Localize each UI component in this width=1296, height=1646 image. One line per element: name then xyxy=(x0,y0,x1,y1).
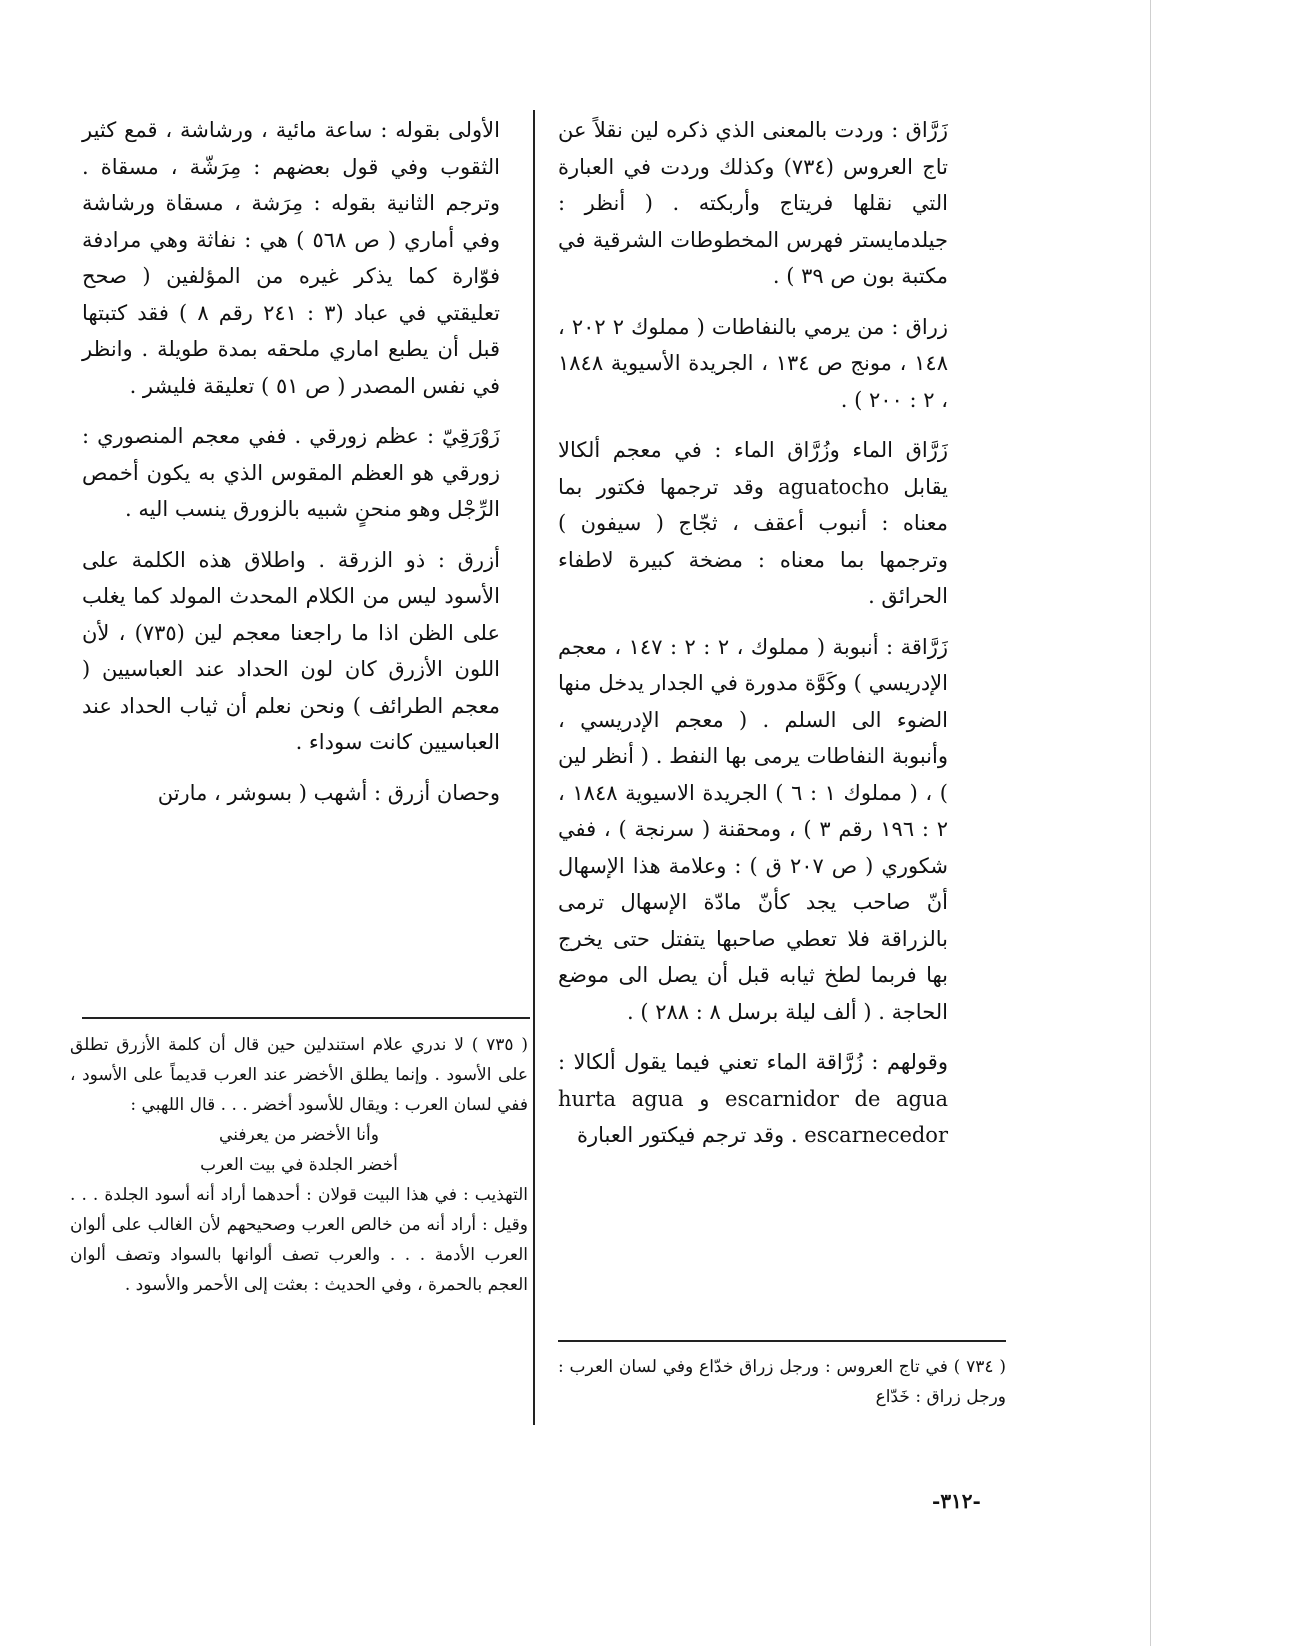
page-number: -٣١٢- xyxy=(932,1489,981,1513)
entry-zarraq: زَرَّاق : وردت بالمعنى الذي ذكره لين نقلاً عن تاج العروس (٧٣٤) وكذلك وردت في العبارة التي نقلها فريتاج وأربكته . ( أنظر : جيلدمايستر فهرس المخطوطات الشرقية في مكتبة بون ص ٣٩ ) . xyxy=(558,118,949,288)
footnote-rule-right xyxy=(558,1340,1006,1342)
scan-edge-line xyxy=(1150,0,1151,1646)
entry-continued: الأولى بقوله : ساعة مائية ، ورشاشة ، قمع كثير الثقوب وفي قول بعضهم : مِرَشّة ، مسقاة . وترجم الثانية بقوله : مِرَشة ، مسقاة ورشاشة وفي أماري ( ص ٥٦٨ ) هي : نفاثة وهي مرادفة فوّارة كما يذكر غيره من المؤلفين ( صحح تعليقتي في عباد (٣ : ٢٤١ رقم ٨ ) فقد كتبتها قبل أن يطبع اماري ملحقه بمدة طويلة . وانظر في نفس المصدر ( ص ٥١ ) تعليقة فليشر . xyxy=(82,118,500,398)
entry-hisan-azraq: وحصان أزرق : أشهب ( بسوشر ، مارتن xyxy=(157,780,500,805)
footnote-735-verse-2: أخضر الجلدة في بيت العرب xyxy=(200,1155,398,1175)
entry-azraq: أزرق : ذو الزرقة . واطلاق هذه الكلمة على الأسود ليس من الكلام المحدث المولد كما يغلب على الظن اذا ما راجعنا معجم لين (٧٣٥) ، لأن اللون الأزرق كان لون الحداد عند العباسيين ( معجم الطرائف ) ونحن نعلم أن ثياب الحداد عند العباسيين كانت سوداء . xyxy=(82,547,500,754)
right-column xyxy=(558,112,948,1168)
left-column xyxy=(82,112,500,825)
entry-zarraq-naffatat: زراق : من يرمي بالنفاطات ( مملوك ٢ ٢٠٢ ، ١٤٨ ، مونج ص ١٣٤ ، الجريدة الأسيوية ١٨٤٨ ، ٢ : ٢٠٠ ) . xyxy=(558,314,948,412)
footnote-rule-left xyxy=(82,1017,530,1019)
column-divider xyxy=(533,110,535,1425)
footnote-735-intro: ( ٧٣٥ ) لا ندري علام استندلين حين قال أن كلمة الأزرق تطلق على الأسود . وإنما يطلق الأخضر عند العرب قديماً على الأسود ، ففي لسان العرب : ويقال للأسود أخضر . . . قال اللهبي : xyxy=(70,1035,528,1115)
entry-zawraqi: زَوْرَقِيّ : عظم زورقي . ففي معجم المنصوري : زورقي هو العظم المقوس الذي به يكون أخمص الرِّجْل وهو منحنٍ شبيه بالزورق ينسب اليه . xyxy=(82,424,500,521)
footnote-735 xyxy=(70,1030,528,1300)
entry-zarraq-alma: زَرَّاق الماء وزُرَّاق الماء : في معجم ألكالا يقابل aguatocho وقد ترجمها فكتور بما معناه : أنبوب أعقف ، ثجّاج ( سيفون ) وترجمها بما معناه : مضخة كبيرة لاطفاء الحرائق . xyxy=(558,438,948,608)
footnote-735-verse-1: وأنا الأخضر من يعرفني xyxy=(219,1125,379,1145)
footnote-735-rest: التهذيب : في هذا البيت قولان : أحدهما أراد أنه أسود الجلدة . . . وقيل : أراد أنه من خالص العرب وصحيحهم لأن الغالب على ألوان العرب الأدمة . . . والعرب تصف ألوانها بالسواد وتصف ألوان العجم بالحمرة ، وفي الحديث : بعثت إلى الأحمر والأسود . xyxy=(70,1185,528,1295)
entry-qawluhum: وقولهم : زُرَّاقة الماء تعني فيما يقول ألكالا : escarnidor de agua و hurta agua escarnecedor . وقد ترجم فيكتور العبارة xyxy=(558,1050,949,1147)
footnote-734: ( ٧٣٤ ) في تاج العروس : ورجل زراق خدّاع وفي لسان العرب : ورجل زراق : خَدّاع xyxy=(558,1357,1006,1407)
entry-zarraqa: زَرَّاقة : أنبوبة ( مملوك ، ٢ : ٢ : ١٤٧ ، معجم الإدريسي ) وكَوَّة مدورة في الجدار يدخل منها الضوء الى السلم . ( معجم الإدريسي ، وأنبوبة النفاطات يرمى بها النفط . ( أنظر لين ) ، ( مملوك ١ : ٦ ) الجريدة الاسيوية ١٨٤٨ ، ٢ : ١٩٦ رقم ٣ ) ، ومحقنة ( سرنجة ) ، ففي شكوري ( ص ٢٠٧ ق ) : وعلامة هذا الإسهال أنّ صاحب يجد كأنّ مادّة الإسهال ترمى بالزراقة فلا تعطي صاحبها يتفتل حتى يخرج بها فربما لطخ ثيابه قبل أن يصل الى موضع الحاجة . ( ألف ليلة برسل ٨ : ٢٨٨ ) . xyxy=(558,634,948,1024)
